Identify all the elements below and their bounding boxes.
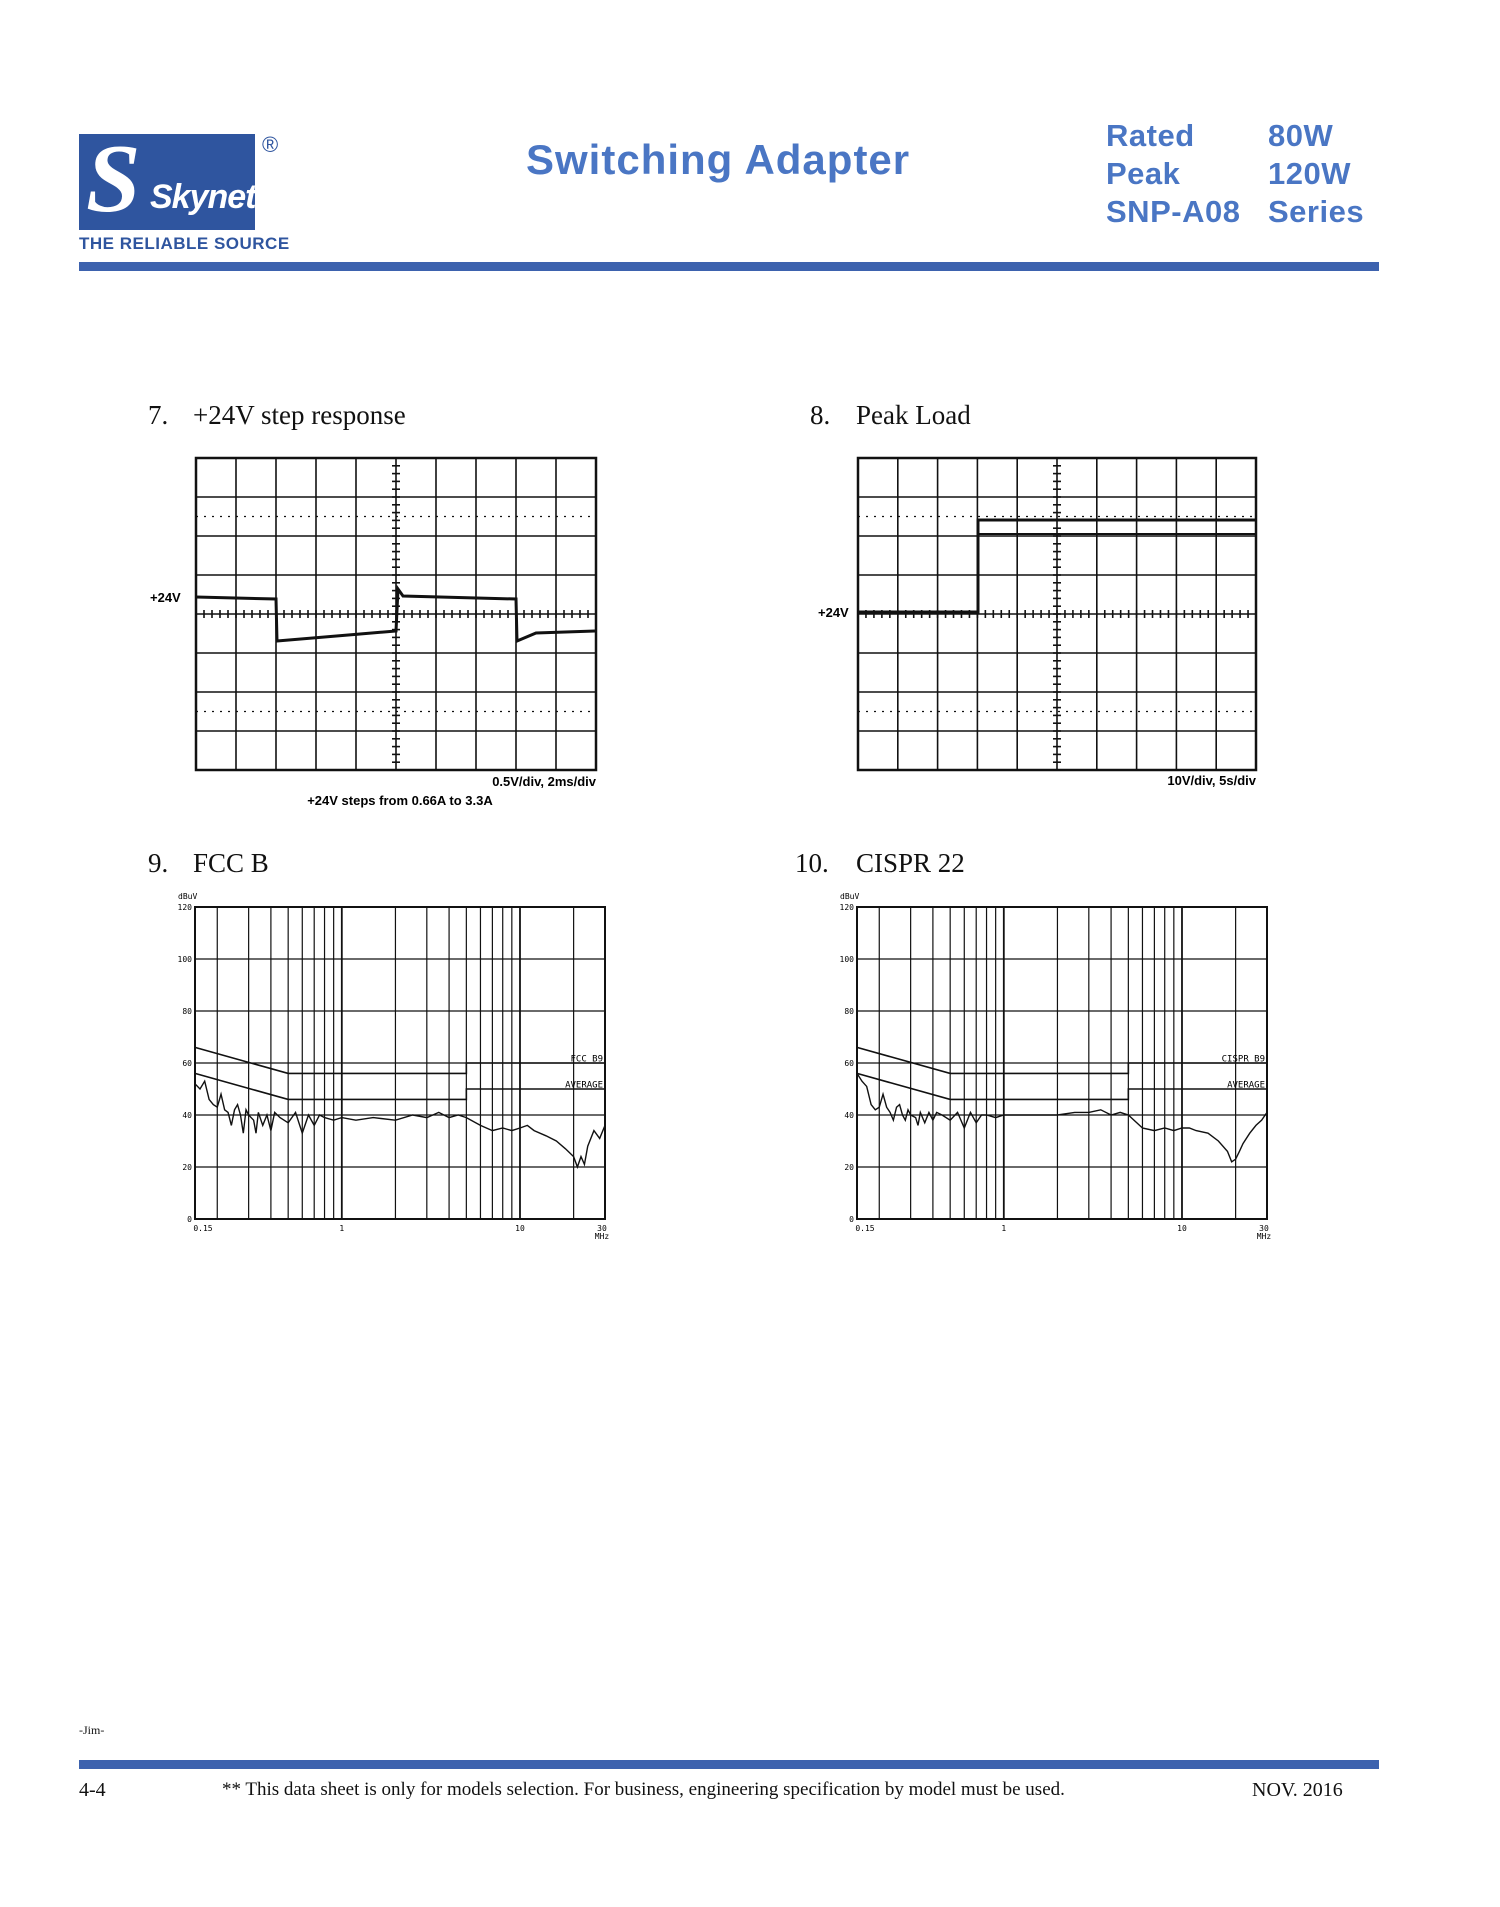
y-tick-label: 20 — [182, 1163, 192, 1172]
spec-label-peak: Peak — [1106, 156, 1181, 191]
emission-trace — [857, 1073, 1267, 1161]
x-unit-label: MHz — [594, 1232, 610, 1241]
spec-label-rated: Rated — [1106, 118, 1195, 153]
logo-wordmark: Skynet — [150, 178, 256, 216]
author-note: -Jim- — [79, 1723, 105, 1737]
y-tick-label: 40 — [844, 1111, 854, 1120]
quasi-peak-limit-line — [195, 1047, 605, 1073]
y-tick-label: 20 — [844, 1163, 854, 1172]
average-label: AVERAGE — [565, 1080, 603, 1091]
y-tick-label: 100 — [177, 955, 192, 964]
figure-10-number: 10. — [795, 848, 829, 878]
limit-label: CISPR B9 — [1221, 1054, 1265, 1065]
y-tick-label: 120 — [839, 903, 854, 912]
scope-note-label: +24V steps from 0.66A to 3.3A — [307, 793, 493, 808]
average-label: AVERAGE — [1227, 1080, 1265, 1091]
x-tick-label: 30 — [1259, 1224, 1269, 1233]
scope-grid — [858, 458, 1256, 770]
y-tick-label: 100 — [839, 955, 854, 964]
step-response-scope — [140, 455, 610, 815]
average-limit-line — [857, 1073, 1267, 1099]
figure-10-caption: CISPR 22 — [856, 848, 965, 878]
quasi-peak-limit-line — [857, 1047, 1267, 1073]
y-tick-label: 0 — [187, 1215, 192, 1224]
figure-7-caption: +24V step response — [193, 400, 406, 430]
emission-trace — [195, 1081, 605, 1167]
fcc-b-emission-chart — [170, 892, 640, 1244]
page-title: Switching Adapter — [526, 136, 911, 183]
spec-value-series: Series — [1268, 194, 1365, 229]
x-tick-label: 1 — [339, 1224, 345, 1233]
y-unit-label: dBuV — [178, 892, 198, 901]
figure-7-number: 7. — [148, 400, 169, 430]
emi-plot — [178, 892, 610, 1241]
spec-label-series: SNP-A08 — [1106, 194, 1241, 229]
scope-scale-label: 10V/div, 5s/div — [1167, 773, 1256, 788]
x-tick-label: 10 — [1177, 1224, 1187, 1233]
footer-rule — [79, 1760, 1379, 1769]
page-number: 4-4 — [79, 1779, 106, 1801]
figure-9-number: 9. — [148, 848, 169, 878]
logo-tagline: THE RELIABLE SOURCE — [79, 234, 290, 253]
x-tick-label: 1 — [1001, 1224, 1007, 1233]
figure-9-caption: FCC B — [193, 848, 269, 878]
x-tick-label: 10 — [515, 1224, 525, 1233]
trace-level-label: +24V — [818, 605, 849, 620]
y-tick-label: 60 — [182, 1059, 192, 1068]
emi-plot — [840, 892, 1272, 1241]
logo-s-glyph: S — [86, 125, 141, 233]
peak-load-scope — [800, 455, 1270, 795]
x-unit-label: MHz — [1256, 1232, 1272, 1241]
limit-label: FCC B9 — [570, 1054, 603, 1065]
y-tick-label: 60 — [844, 1059, 854, 1068]
x-tick-label: 0.15 — [193, 1224, 213, 1233]
y-tick-label: 120 — [177, 903, 192, 912]
scope-scale-label: 0.5V/div, 2ms/div — [492, 774, 596, 789]
y-unit-label: dBuV — [840, 892, 860, 901]
x-tick-label: 30 — [597, 1224, 607, 1233]
y-tick-label: 80 — [844, 1007, 854, 1016]
header-rule — [79, 262, 1379, 271]
figure-8-number: 8. — [810, 400, 831, 430]
spec-value-rated: 80W — [1268, 118, 1334, 153]
disclaimer: ** This data sheet is only for models selection. For business, engineering specification by model must be used. — [222, 1779, 1065, 1800]
trace-level-label: +24V — [150, 590, 181, 605]
figure-8-caption: Peak Load — [856, 400, 971, 430]
registered-mark: ® — [262, 132, 279, 157]
x-tick-label: 0.15 — [855, 1224, 875, 1233]
spec-value-peak: 120W — [1268, 156, 1351, 191]
issue-date: NOV. 2016 — [1252, 1779, 1343, 1801]
y-tick-label: 40 — [182, 1111, 192, 1120]
cispr-22-emission-chart — [832, 892, 1302, 1244]
y-tick-label: 80 — [182, 1007, 192, 1016]
average-limit-line — [195, 1073, 605, 1099]
y-tick-label: 0 — [849, 1215, 854, 1224]
